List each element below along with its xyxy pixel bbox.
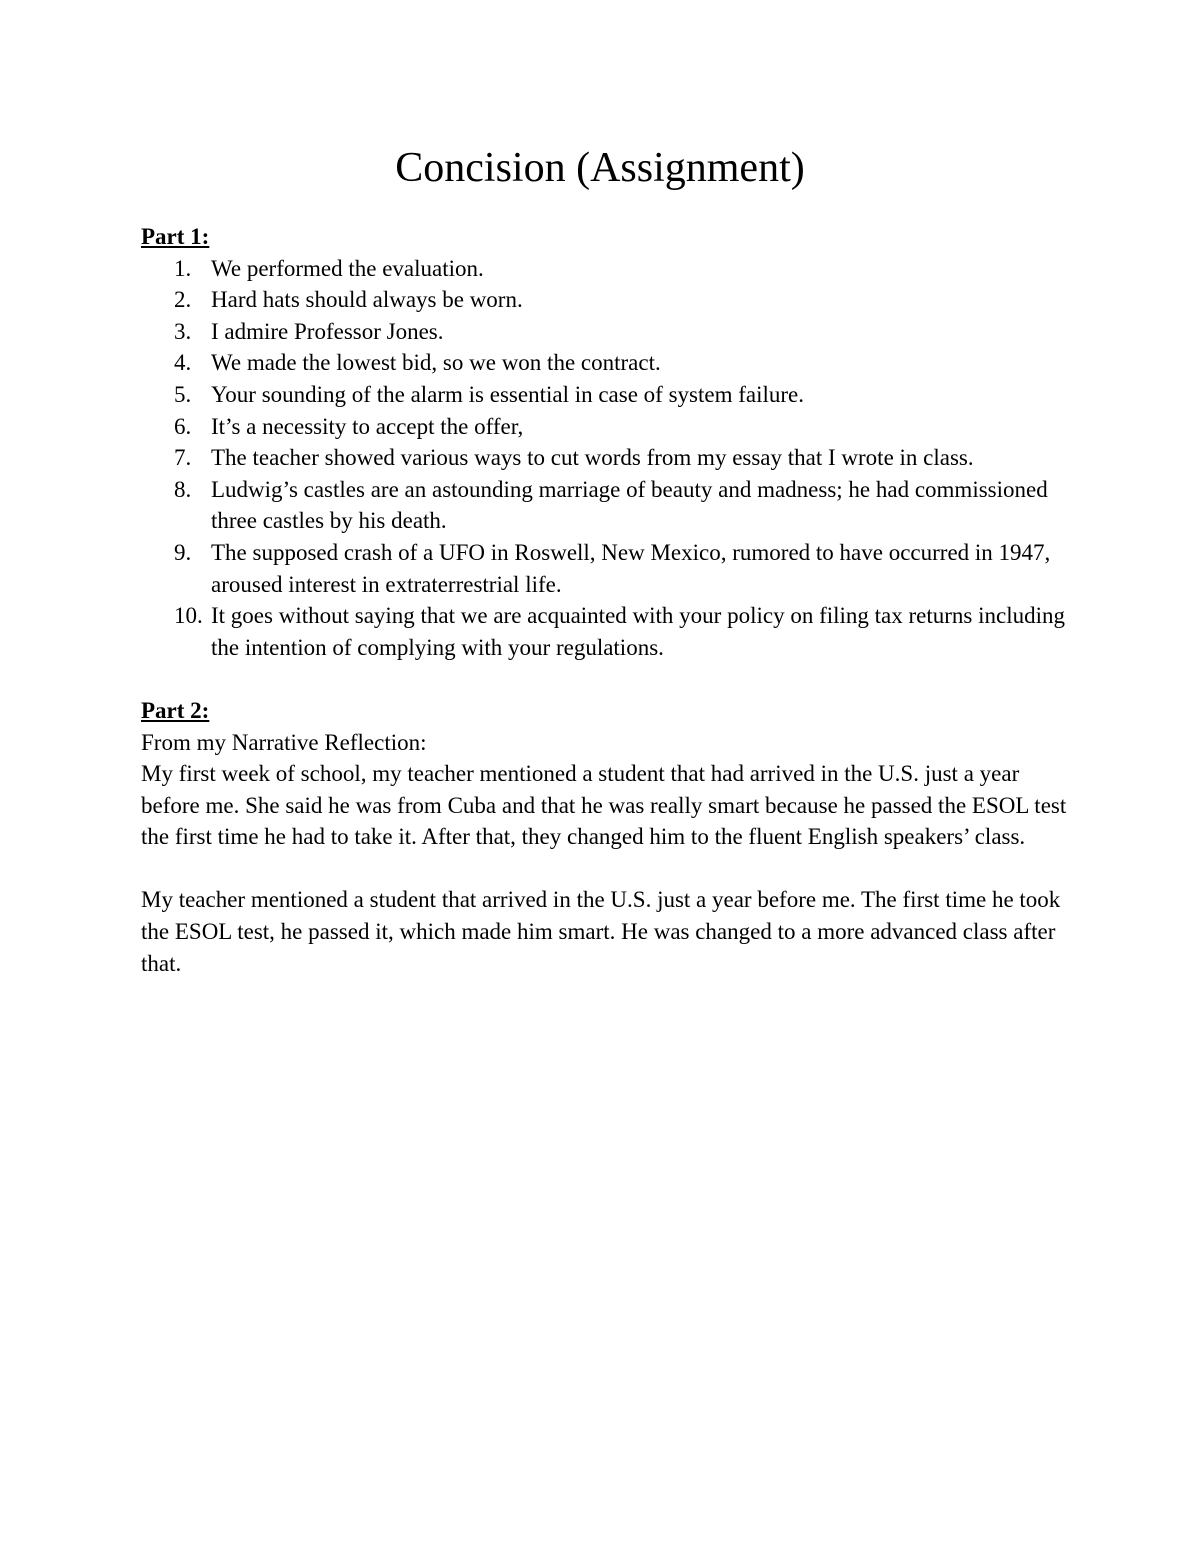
- part1-list: [141, 253, 1071, 664]
- original-paragraph: My first week of school, my teacher mentioned a student that had arrived in the U.S. just a year before me. She said he was from Cuba and that he was really smart because he passed the ESOL test the first time he had to take it. After that, they changed him to the fluent English speakers’ class.: [141, 761, 1067, 850]
- part2-heading: Part 2:: [141, 697, 210, 723]
- list-item-number: 5.: [174, 381, 192, 407]
- list-item: [141, 379, 1071, 411]
- list-item-number: 2.: [174, 287, 192, 313]
- list-item-text: Your sounding of the alarm is essential in case of system failure.: [211, 381, 804, 407]
- list-item-number: 3.: [174, 318, 192, 344]
- list-item-number: 10.: [174, 603, 203, 629]
- part2-intro: From my Narrative Reflection:: [141, 729, 427, 755]
- list-item: [141, 537, 1071, 600]
- document-title: Concision (Assignment): [395, 145, 805, 191]
- list-item-number: 4.: [174, 350, 192, 376]
- list-item-number: 6.: [174, 413, 192, 439]
- list-item-text: Ludwig’s castles are an astounding marriage of beauty and madness; he had commissioned three castles by his death.: [211, 476, 1048, 534]
- list-item: [141, 600, 1071, 663]
- document-body: [141, 221, 1071, 979]
- list-item-number: 9.: [174, 539, 192, 565]
- list-item-number: 7.: [174, 445, 192, 471]
- revised-paragraph: My teacher mentioned a student that arrived in the U.S. just a year before me. The first time he took the ESOL test, he passed it, which made him smart. He was changed to a more advanced class after that.: [141, 887, 1061, 976]
- list-item: [141, 474, 1071, 537]
- list-item-text: We performed the evaluation.: [211, 255, 484, 281]
- list-item: [141, 347, 1071, 379]
- list-item-text: It’s a necessity to accept the offer,: [211, 413, 524, 439]
- section-spacer: [141, 663, 1071, 695]
- list-item: [141, 284, 1071, 316]
- paragraph-spacer: [141, 853, 1071, 885]
- list-item-number: 1.: [174, 255, 192, 281]
- list-item-number: 8.: [174, 476, 192, 502]
- list-item-text: Hard hats should always be worn.: [211, 287, 523, 313]
- list-item: [141, 411, 1071, 443]
- list-item: [141, 316, 1071, 348]
- list-item: [141, 253, 1071, 285]
- list-item-text: The teacher showed various ways to cut words from my essay that I wrote in class.: [211, 445, 974, 471]
- list-item: [141, 442, 1071, 474]
- list-item-text: We made the lowest bid, so we won the contract.: [211, 350, 661, 376]
- part1-heading: Part 1:: [141, 224, 210, 249]
- list-item-text: I admire Professor Jones.: [211, 318, 444, 344]
- list-item-text: The supposed crash of a UFO in Roswell, New Mexico, rumored to have occurred in 1947, aroused interest in extraterrestrial life.: [211, 539, 1051, 597]
- list-item-text: It goes without saying that we are acquainted with your policy on filing tax returns including the intention of complying with your regulations.: [211, 603, 1065, 660]
